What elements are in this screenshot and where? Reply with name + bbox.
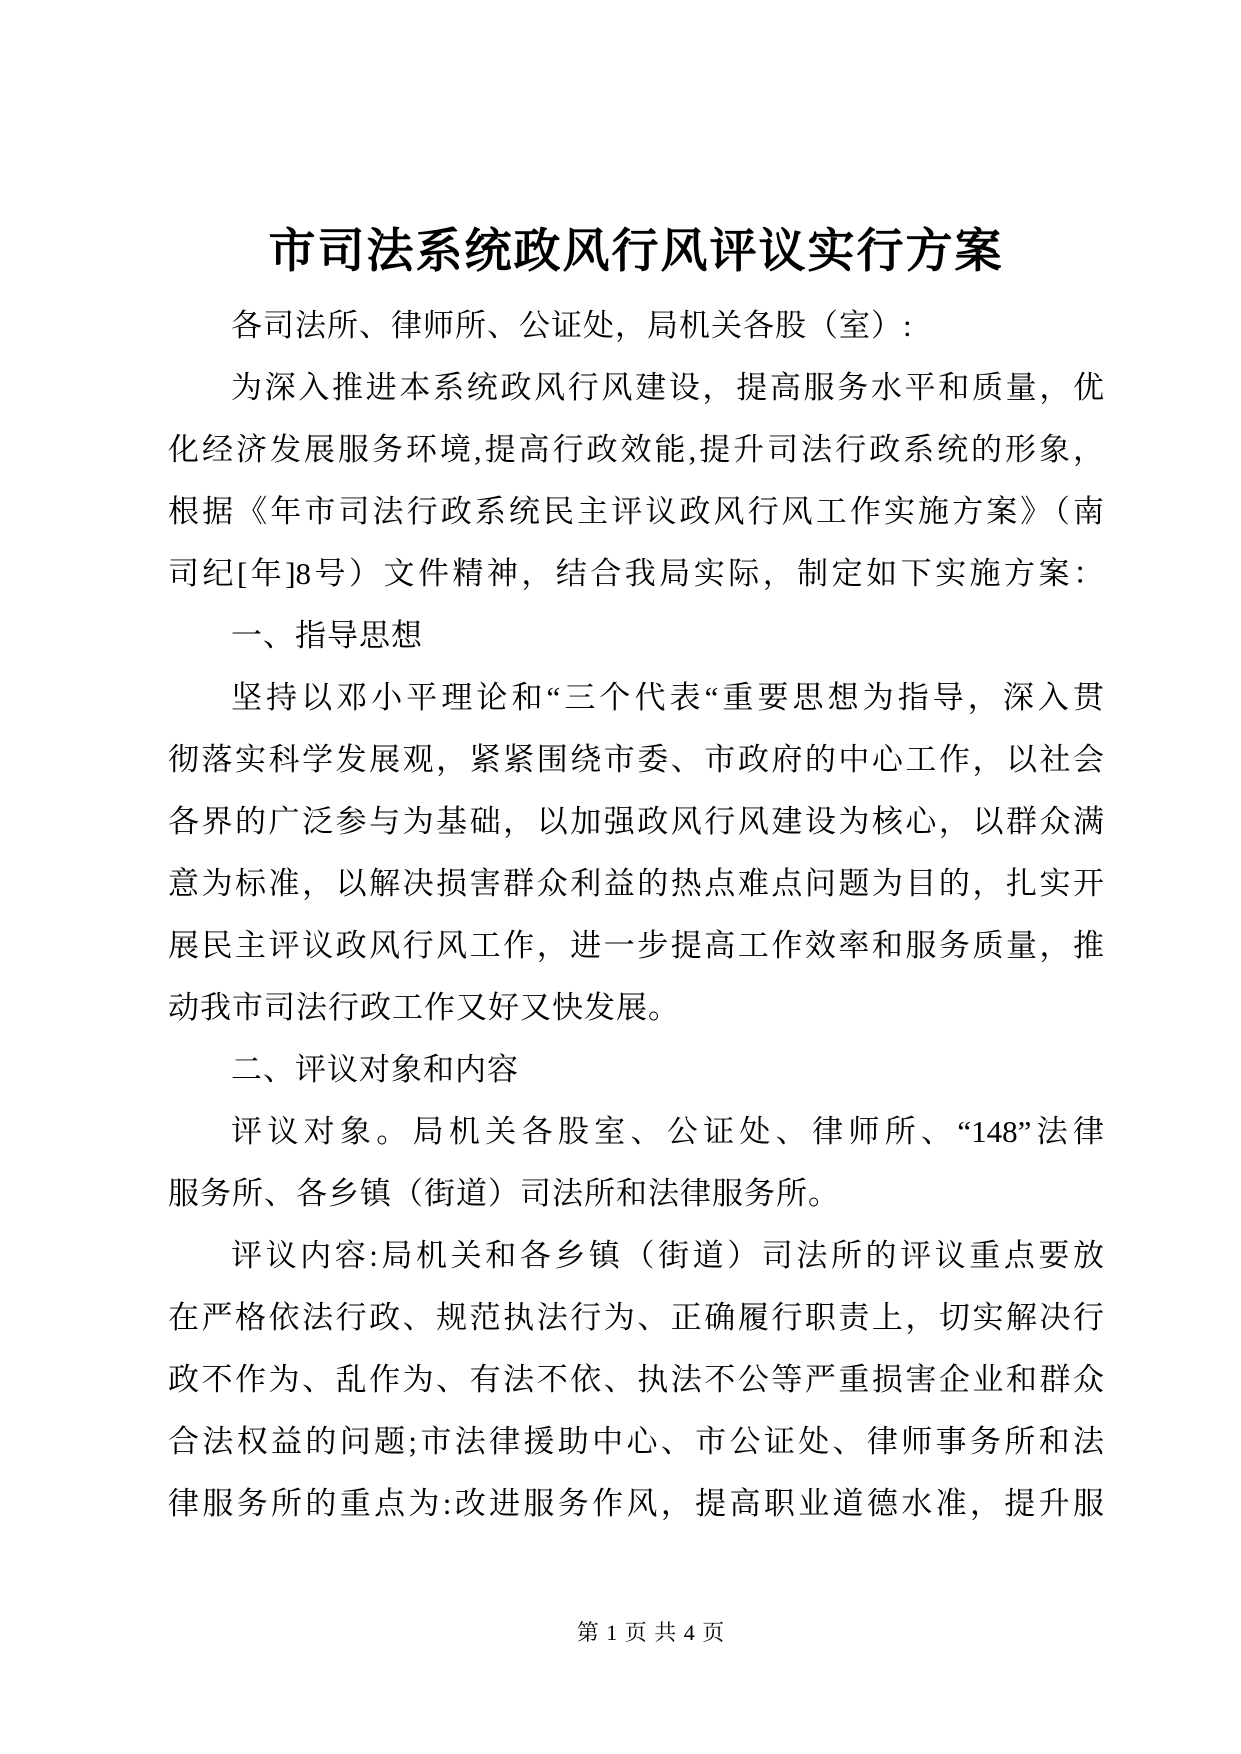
paragraph-line: 根据《年市司法行政系统民主评议政风行风工作实施方案》（南 bbox=[168, 494, 1104, 529]
paragraph-line: 意为标准，以解决损害群众利益的热点难点问题为目的，扎实开 bbox=[168, 866, 1104, 901]
paragraph-line: 司纪[年]8号）文件精神，结合我局实际，制定如下实施方案： bbox=[168, 556, 1104, 591]
page-footer bbox=[577, 1619, 726, 1647]
document-body bbox=[168, 224, 1104, 1535]
paragraph-line-salutation: 各司法所、律师所、公证处，局机关各股（室）: bbox=[231, 308, 913, 343]
paragraph-line: 动我市司法行政工作又好又快发展。 bbox=[168, 990, 680, 1025]
paragraph-line: 化经济发展服务环境,提高行政效能,提升司法行政系统的形象， bbox=[168, 432, 1104, 467]
paragraph-line: 各界的广泛参与为基础，以加强政风行风建设为核心，以群众满 bbox=[168, 804, 1104, 839]
document-title: 市司法系统政风行风评议实行方案 bbox=[268, 226, 1004, 278]
paragraph-line: 政不作为、乱作为、有法不依、执法不公等严重损害企业和群众 bbox=[168, 1362, 1104, 1397]
section-heading-2: 二、评议对象和内容 bbox=[231, 1052, 519, 1087]
section-heading-1: 一、指导思想 bbox=[231, 618, 423, 653]
paragraph-line: 律服务所的重点为:改进服务作风，提高职业道德水准，提升服 bbox=[168, 1486, 1104, 1521]
page-number-text: 第 1 页 共 4 页 bbox=[576, 1620, 726, 1645]
paragraph-line: 评议对象。局机关各股室、公证处、律师所、“148”法律 bbox=[231, 1114, 1104, 1149]
paragraph-line: 为深入推进本系统政风行风建设，提高服务水平和质量，优 bbox=[231, 370, 1104, 405]
paragraph-line: 合法权益的问题;市法律援助中心、市公证处、律师事务所和法 bbox=[168, 1424, 1104, 1459]
paragraph-line: 在严格依法行政、规范执法行为、正确履行职责上，切实解决行 bbox=[168, 1300, 1104, 1335]
paragraph-line: 彻落实科学发展观，紧紧围绕市委、市政府的中心工作，以社会 bbox=[168, 742, 1104, 777]
paragraph-line: 展民主评议政风行风工作，进一步提高工作效率和服务质量，推 bbox=[168, 928, 1104, 963]
paragraph-line: 评议内容:局机关和各乡镇（街道）司法所的评议重点要放 bbox=[231, 1238, 1104, 1273]
paragraph-line: 服务所、各乡镇（街道）司法所和法律服务所。 bbox=[168, 1176, 840, 1211]
paragraph-line: 坚持以邓小平理论和“三个代表“重要思想为指导，深入贯 bbox=[231, 680, 1104, 715]
